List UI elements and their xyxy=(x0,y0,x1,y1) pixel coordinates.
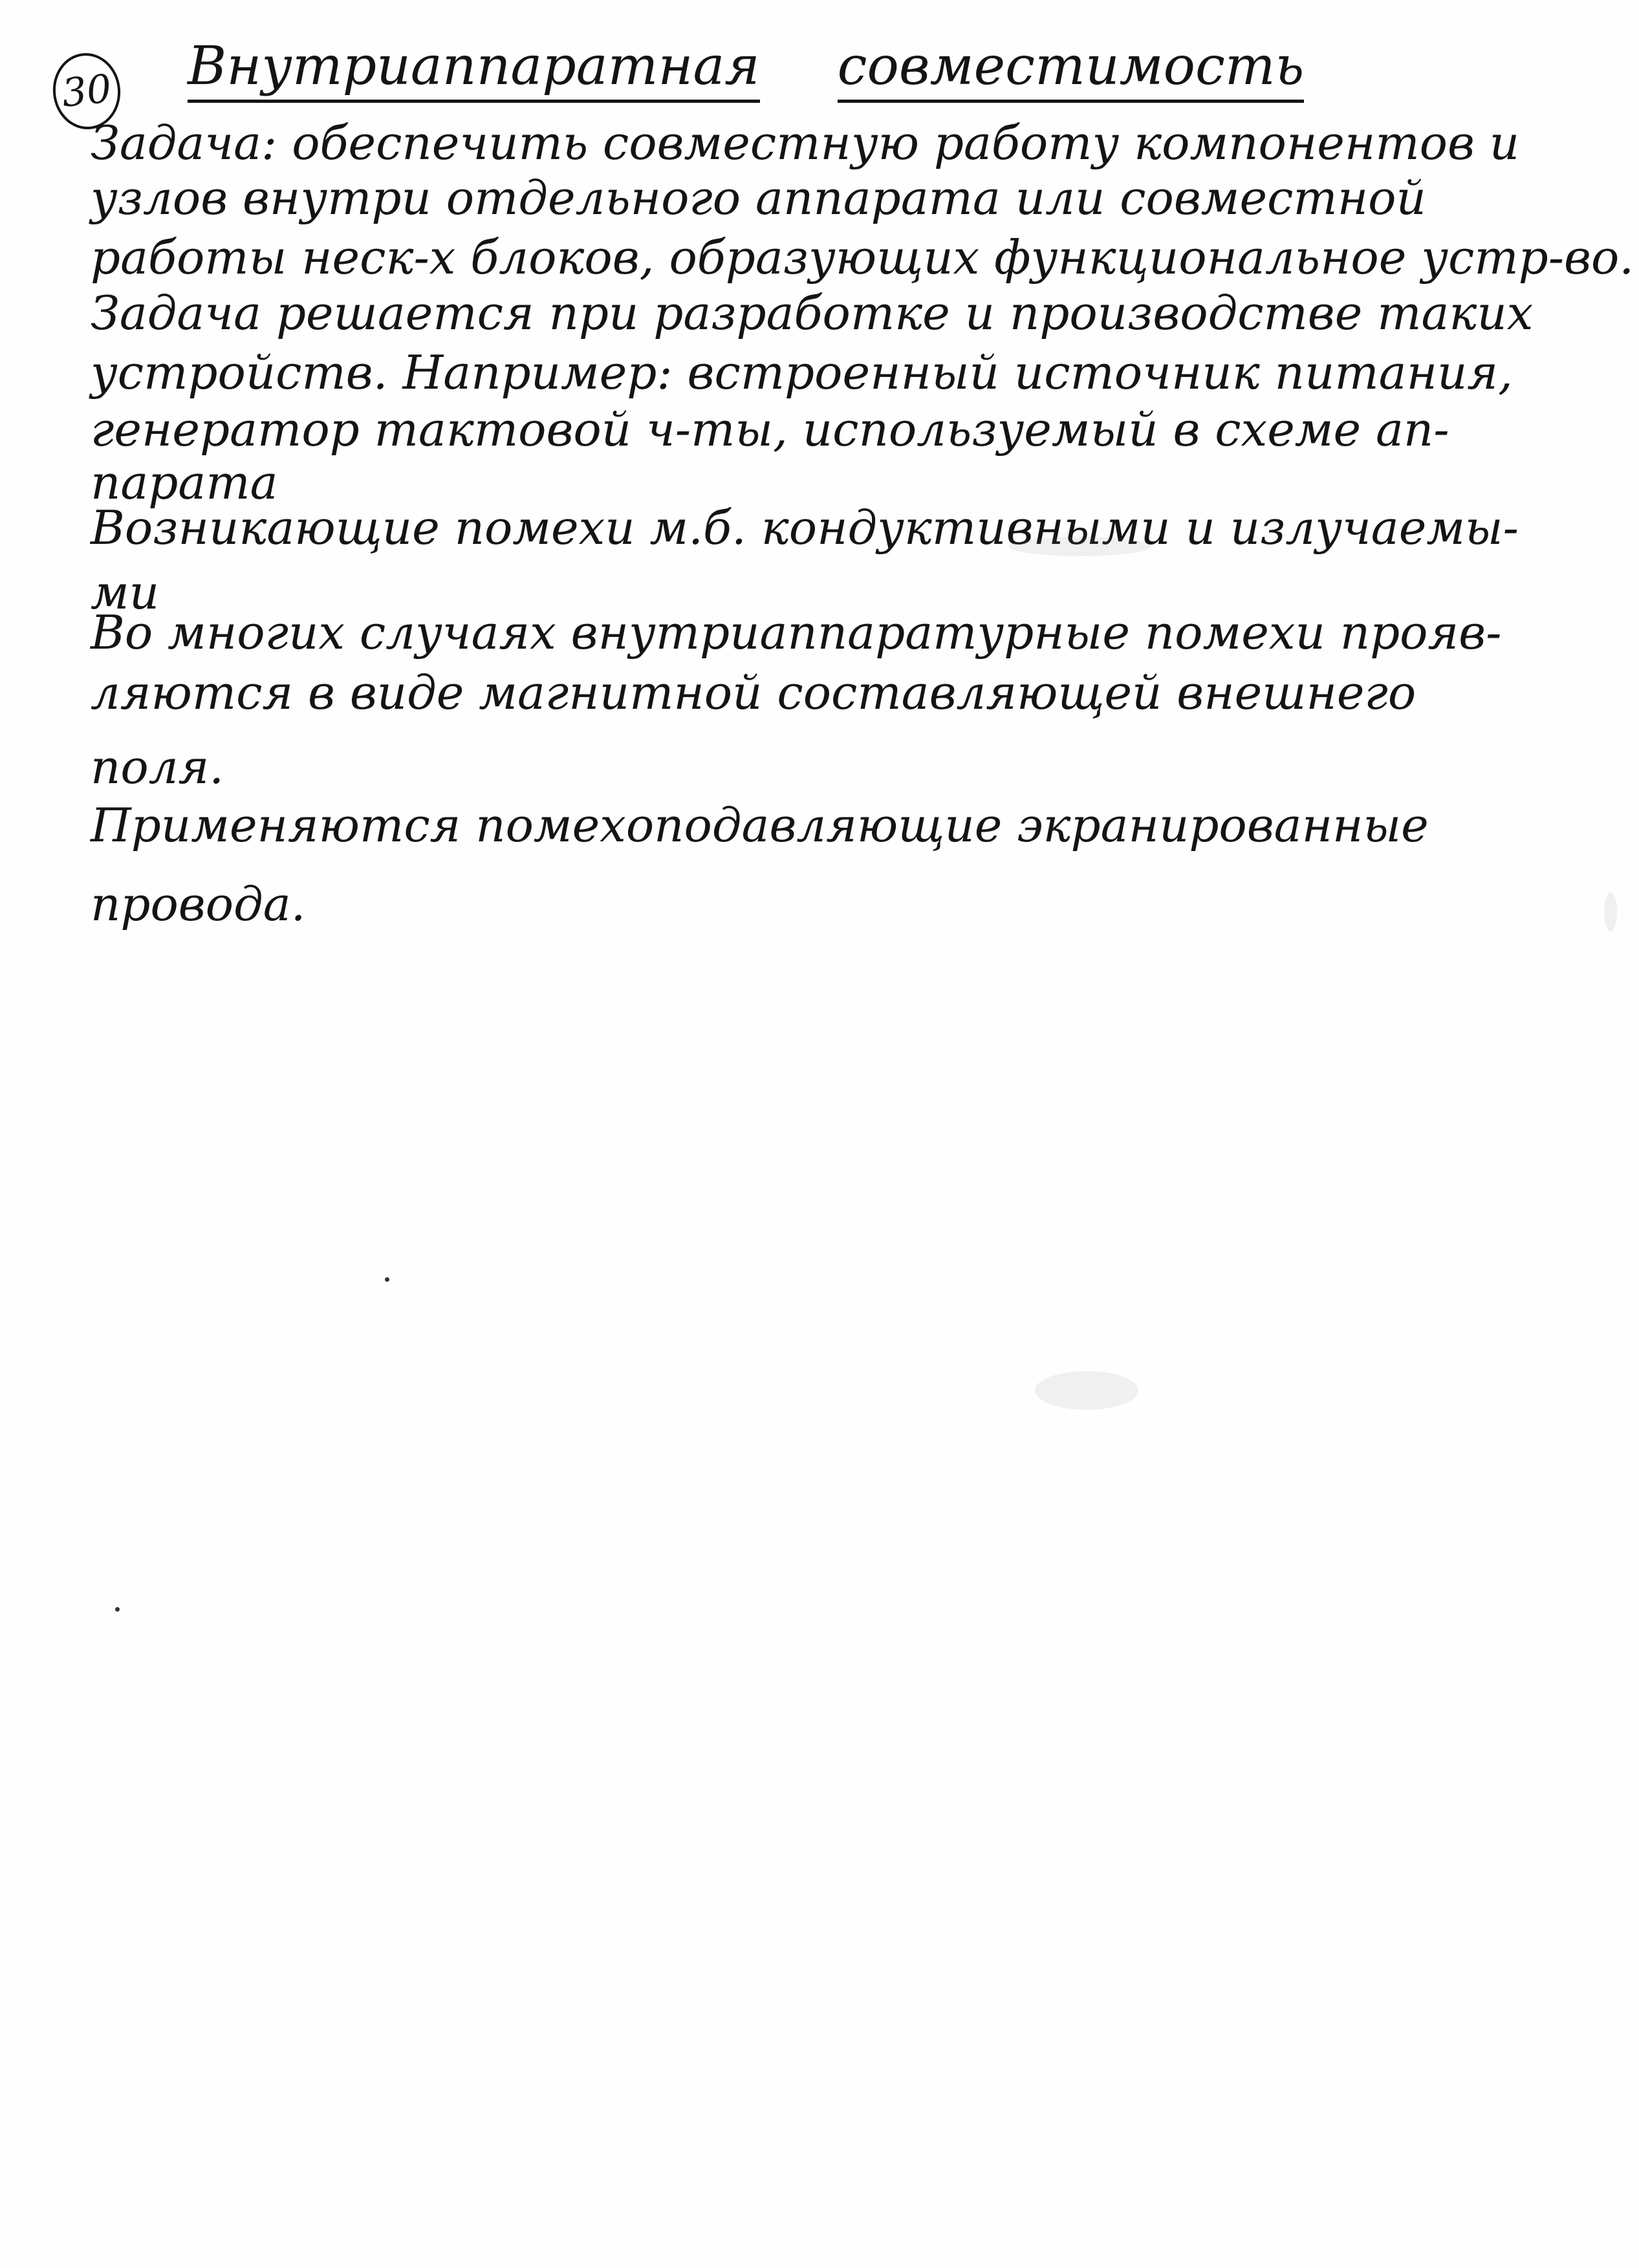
text-line: Во многих случаях внутриаппаратурные помехи прояв- xyxy=(91,605,1502,660)
scan-smudge xyxy=(1604,892,1617,931)
text-line: ляются в виде магнитной составляющей внешнего xyxy=(91,665,1416,720)
scan-smudge xyxy=(1035,1371,1138,1410)
title-word-2: совместимость xyxy=(838,38,1305,103)
page-number: 30 xyxy=(60,66,114,116)
text-line: генератор тактовой ч-ты, используемый в схеме ап- xyxy=(91,402,1449,457)
text-line: Применяются помехоподавляющие экранированные xyxy=(91,798,1429,852)
text-line: работы неск-х блоков, образующих функциональное устр-во. xyxy=(91,230,1634,285)
scan-smudge xyxy=(1009,537,1151,556)
text-line: парата xyxy=(91,455,278,510)
text-line: Задача: обеспечить совместную работу компонентов и xyxy=(91,116,1520,170)
scan-dot xyxy=(115,1607,120,1612)
text-line: узлов внутри отдельного аппарата или совместной xyxy=(91,171,1426,225)
text-line: поля. xyxy=(91,740,224,794)
title-word-1: Внутриаппаратная xyxy=(188,38,760,103)
page-title xyxy=(188,36,1305,103)
text-line: провода. xyxy=(91,877,306,931)
scan-dot xyxy=(385,1277,389,1282)
text-line: устройств. Например: встроенный источник питания, xyxy=(91,345,1513,400)
text-line: ми xyxy=(91,565,160,620)
text-line: Задача решается при разработке и производстве таких xyxy=(91,286,1534,340)
text-line: Возникающие помехи м.б. кондуктивными и излучаемы- xyxy=(91,501,1519,555)
